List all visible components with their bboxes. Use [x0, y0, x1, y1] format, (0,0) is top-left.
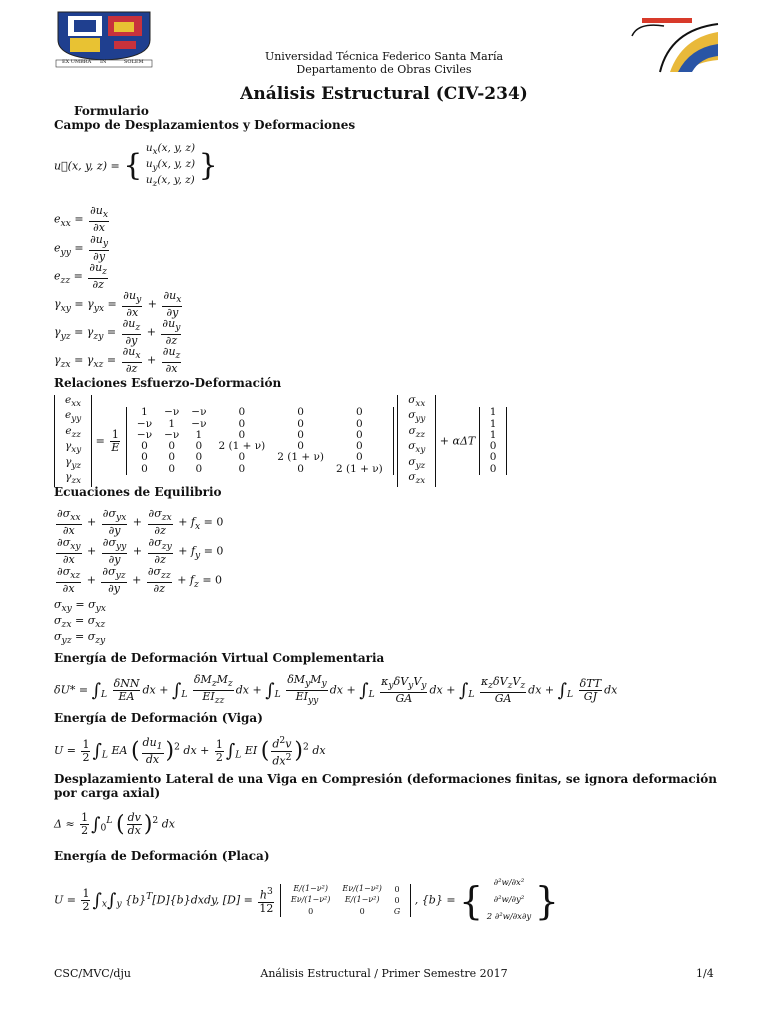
matrix-cell: 0: [195, 462, 203, 475]
displacement-vector-equation: u⃗(x, y, z) = { $u_x(x$, y, z) $u_y(x$, y, z) $u_z(x$, y, z) }: [54, 142, 218, 190]
matrix-cell: −ν: [164, 428, 180, 441]
plate-energy-equation: U = $\frac{1}{2}$ $\int_x\int_y$ $\{b\}^T[D]\{b\}dxdy$, [D] = $\frac{h^3}{12}$ E/(1−ν²) Eν/(1−ν²) 0 Eν/(1−ν²) E/(1−ν²) 0 0 0 G , {b} = { ∂²w/∂x² ∂²w/∂y² 2 ∂²w/∂x∂y }: [54, 878, 559, 923]
matrix-cell: 0: [297, 462, 304, 475]
strain-ezz: $e_{zz}$ = $\frac{\partial u_z}{\partial z}$: [54, 261, 107, 292]
matrix-cell: 2 (1 + ν): [277, 451, 324, 464]
matrix-cell: 1: [141, 406, 148, 419]
stress-strain-matrix-equation: $e_{xx}$ $e_{yy}$ $e_{zz}$ $\gamma_{xy}$ $\gamma_{yz}$ $\gamma_{zx}$ = $\frac{1}{E}$ 1 −ν −ν 0 0 0 −ν 1 −ν 0 0 0 −ν −ν 1 0 0 0 0 0 0 2 (1 + ν) 0 0 0 0 0 0 2 (1 + ν) 0 0 0 0 0 0 2 (1 + ν) $\sigma_{xx}$ $\sigma_{yy}$ $\sigma_{zz}$ $\sigma_{xy}$ $\sigma_{yz}$ $\sigma_{zx}$ + αΔT 1 1 1 0 0 0: [54, 395, 507, 487]
page-title: Análisis Estructural (CIV-234): [240, 84, 528, 104]
stress-vector: $\sigma_{xx}$ $\sigma_{yy}$ $\sigma_{zz}$ $\sigma_{xy}$ $\sigma_{yz}$ $\sigma_{zx}$: [397, 395, 436, 487]
symmetry-zx: $\sigma_{zx} = \sigma_{xz}$: [54, 614, 106, 631]
motto-mid: IN: [100, 59, 107, 65]
matrix-cell: 0: [238, 406, 246, 419]
matrix-cell: 0: [238, 462, 246, 475]
matrix-cell: 0: [297, 440, 304, 453]
lateral-displacement-equation: Δ ≈ $\frac{1}{2}$ $\int_0^L$ ( $\frac{dv}{dx}$ )$^2$ dx: [54, 811, 175, 837]
strain-eyy: $e_{yy}$ = $\frac{\partial u_y}{\partial y}$: [54, 233, 109, 264]
matrix-cell: 0: [141, 451, 148, 464]
matrix-cell: 2 (1 + ν): [335, 462, 383, 475]
university-name: Universidad Técnica Federico Santa María: [264, 50, 504, 63]
matrix-cell: 0: [356, 428, 363, 441]
section-heading: Energía de Deformación (Viga): [54, 711, 263, 725]
matrix-cell: 1: [195, 428, 203, 441]
matrix-cell: 0: [141, 440, 148, 453]
matrix-cell: 0: [297, 417, 304, 430]
matrix-cell: −ν: [164, 406, 180, 419]
motto-right: SOLEM: [124, 59, 144, 65]
matrix-cell: 0: [168, 440, 176, 453]
matrix-cell: −ν: [191, 406, 207, 419]
strain-exx: $e_{xx}$ = $\frac{\partial u_x}{\partial x}$: [54, 204, 109, 235]
footer-page-number: 1/4: [696, 967, 714, 980]
equilibrium-x: $\frac{\partial\sigma_{xx}}{\partial x}$ + $\frac{\partial\sigma_{yx}}{\partial y}$ + $\frac{\partial\sigma_{zx}}{\partial z}$ + $f_x = 0$: [57, 507, 224, 538]
matrix-cell: 0: [168, 451, 176, 464]
matrix-cell: 0: [141, 462, 148, 475]
matrix-cell: 0: [356, 406, 363, 419]
strain-vector: $e_{xx}$ $e_{yy}$ $e_{zz}$ $\gamma_{xy}$ $\gamma_{yz}$ $\gamma_{zx}$: [54, 395, 92, 487]
equilibrium-z: $\frac{\partial\sigma_{xz}}{\partial x}$ + $\frac{\partial\sigma_{yz}}{\partial y}$ + $\frac{\partial\sigma_{zz}}{\partial z}$ + $f_z = 0$: [57, 565, 223, 596]
department-name: Departamento de Obras Civiles: [296, 63, 472, 76]
section-heading: Energía de Deformación Virtual Complementaria: [54, 651, 385, 665]
matrix-cell: 0: [356, 451, 363, 464]
symmetry-yz: $\sigma_{yz} = \sigma_{zy}$: [54, 630, 106, 647]
matrix-cell: 0: [238, 417, 246, 430]
symmetry-xy: $\sigma_{xy} = \sigma_{yx}$: [54, 598, 106, 615]
matrix-cell: 0: [195, 451, 203, 464]
matrix-cell: 1: [168, 417, 176, 430]
matrix-cell: 0: [195, 440, 203, 453]
matrix-cell: −ν: [191, 417, 207, 430]
matrix-cell: 2 (1 + ν): [218, 440, 266, 453]
matrix-cell: 0: [238, 428, 246, 441]
section-heading: Energía de Deformación (Placa): [54, 849, 270, 863]
section-heading: Ecuaciones de Equilibrio: [54, 485, 222, 499]
virtual-energy-equation: $\delta U* = \int_L$ $\frac{\text{δNN}}{EA}$ dx + $\int_L$ $\frac{\delta M_zM_z}{EI_{zz}}$ dx + $\int_L$ $\frac{\delta M_yM_y}{EI_{yy}}$ dx + $\int_L$ $\frac{\kappa_y\delta V_yV_y}{GA}$ dx + $\int_L$ $\frac{\kappa_z\delta V_zV_z}{GA}$ dx + $\int_L$ $\frac{\text{δTT}}{GJ}$ dx: [54, 673, 618, 707]
matrix-cell: 0: [238, 451, 246, 464]
plate-stiffness-matrix: E/(1−ν²) Eν/(1−ν²) 0 Eν/(1−ν²) E/(1−ν²) 0 0 0 G: [280, 884, 411, 918]
footer-left: CSC/MVC/dju: [54, 967, 131, 980]
strain-gxy: $\gamma_{xy} = \gamma_{yx}$ = $\frac{\partial u_y}{\partial x}$ + $\frac{\partial u_x}{\partial y}$: [54, 289, 182, 320]
equilibrium-y: $\frac{\partial\sigma_{xy}}{\partial x}$ + $\frac{\partial\sigma_{yy}}{\partial y}$ + $\frac{\partial\sigma_{zy}}{\partial z}$ + $f_y = 0$: [57, 536, 224, 567]
section-heading: Campo de Desplazamientos y Deformaciones: [54, 118, 356, 132]
matrix-cell: 0: [297, 406, 304, 419]
motto-left: EX UMBRA: [62, 59, 92, 65]
strain-gzx: $\gamma_{zx} = \gamma_{xz}$ = $\frac{\partial u_x}{\partial z}$ + $\frac{\partial u_z}{\partial x}$: [54, 345, 181, 376]
matrix-cell: −ν: [136, 428, 153, 441]
compliance-matrix: [126, 407, 394, 475]
thermal-vector: 1 1 1 0 0 0: [479, 407, 508, 475]
matrix-cell: −ν: [136, 417, 153, 430]
matrix-cell: 0: [356, 440, 363, 453]
matrix-cell: 0: [356, 417, 363, 430]
footer-center: Análisis Estructural / Primer Semestre 2017: [260, 967, 508, 980]
subtitle: Formulario: [74, 104, 149, 118]
section-heading: Relaciones Esfuerzo-Deformación: [54, 376, 282, 390]
matrix-cell: 0: [168, 462, 176, 475]
matrix-cell: 0: [297, 428, 304, 441]
section-heading: Desplazamiento Lateral de una Viga en Compresión (deformaciones finitas, se ignora deformación por carga axial): [54, 772, 718, 800]
beam-energy-equation: U = $\frac{1}{2}$ $\int_L$ EA ( $\frac{du_1}{dx}$ )$^2$ dx + $\frac{1}{2}$ $\int_L$ EI ( $\frac{d^2v}{dx^2}$ )$^2$ dx: [54, 735, 326, 768]
strain-gyz: $\gamma_{yz} = \gamma_{zy}$ = $\frac{\partial u_z}{\partial y}$ + $\frac{\partial u_y}{\partial z}$: [54, 317, 181, 348]
